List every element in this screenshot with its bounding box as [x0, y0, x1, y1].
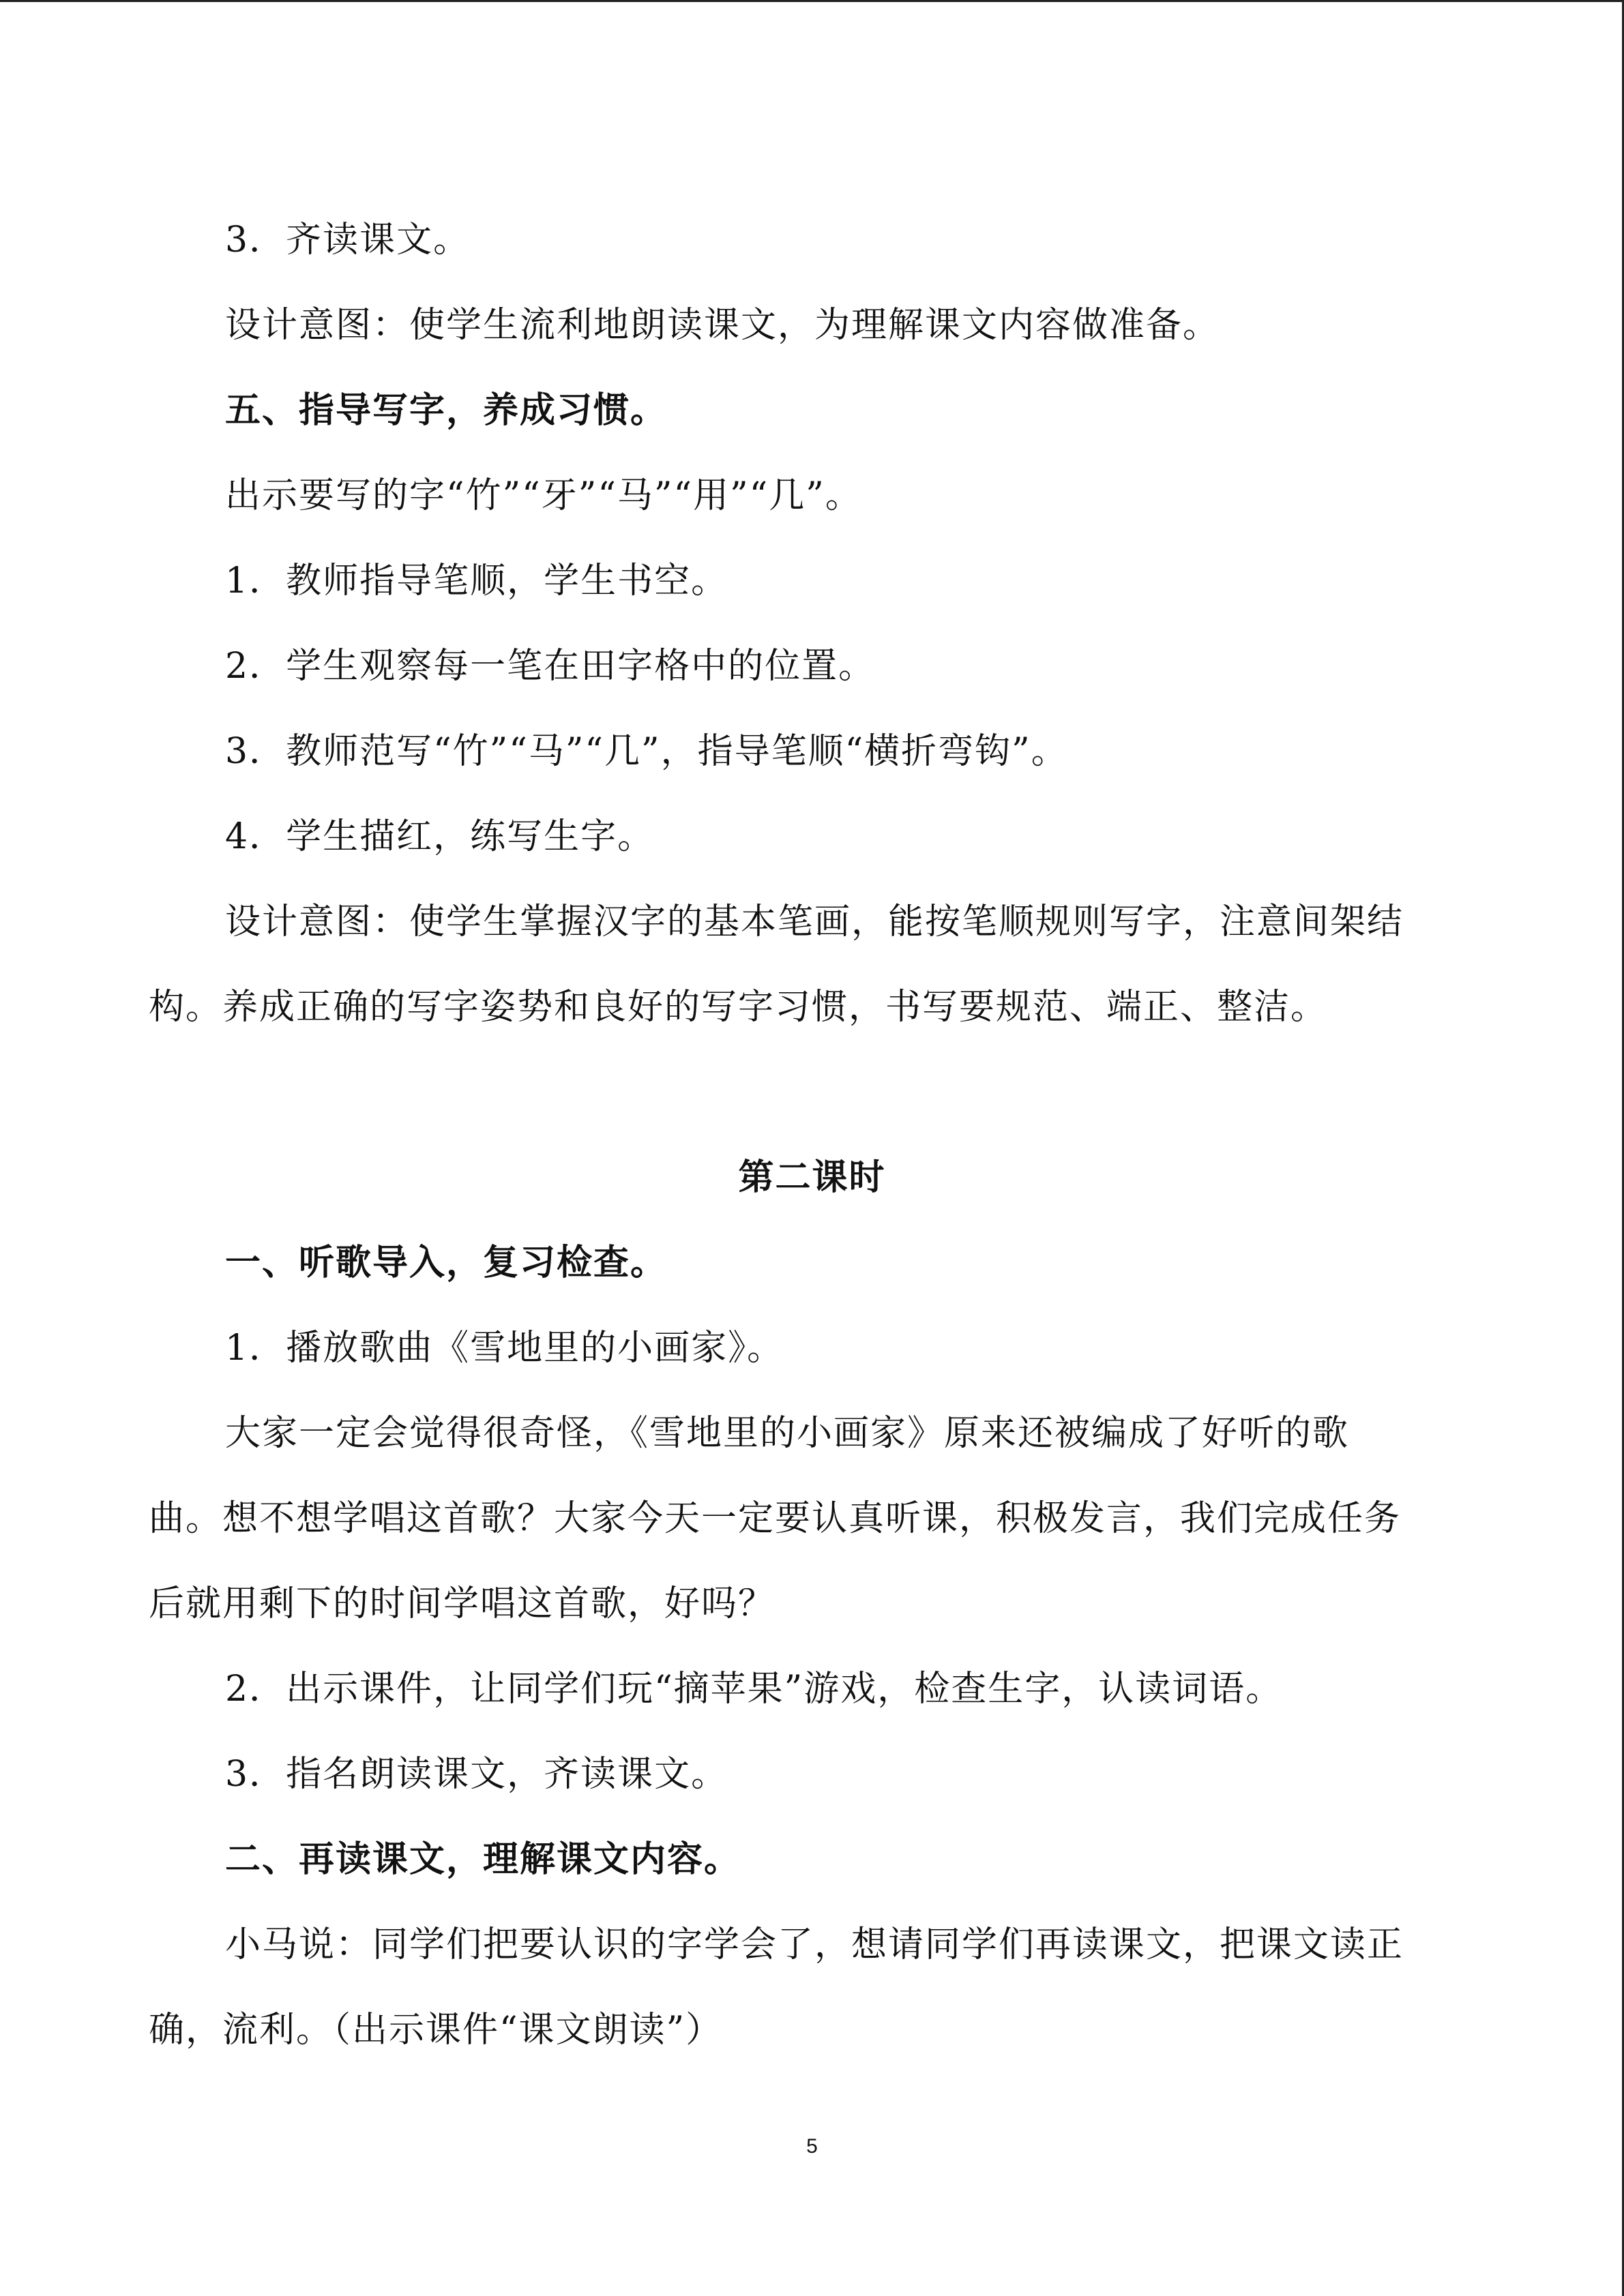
paragraph-show-characters: 出示要写的字“竹”“牙”“马”“用”“几”。 — [225, 475, 862, 516]
paragraph-pony-line-1: 小马说：同学们把要认识的字学会了，想请同学们再读课文，把课文读正 — [225, 1924, 1404, 1965]
heading-section-1: 一、听歌导入，复习检查。 — [225, 1242, 668, 1283]
paragraph-step-3-demo: 3．教师范写“竹”“马”“几”，指导笔顺“横折弯钩”。 — [225, 731, 1068, 772]
heading-section-2: 二、再读课文，理解课文内容。 — [225, 1839, 741, 1880]
paragraph-design-intent-2-line-2: 构。养成正确的写字姿势和良好的写字习惯，书写要规范、端正、整洁。 — [149, 987, 1328, 1028]
paragraph-step-3-read-aloud: 3．指名朗读课文，齐读课文。 — [225, 1754, 728, 1795]
paragraph-step-3-read: 3．齐读课文。 — [225, 220, 471, 260]
paragraph-step-1-stroke: 1．教师指导笔顺，学生书空。 — [225, 561, 728, 601]
section-title: 第二课时 — [738, 1157, 886, 1198]
paragraph-intro-line-3: 后就用剩下的时间学唱这首歌，好吗？ — [149, 1583, 776, 1624]
paragraph-pony-line-2: 确，流利。（出示课件“课文朗读”） — [149, 2010, 723, 2051]
paragraph-play-song: 1．播放歌曲《雪地里的小画家》。 — [225, 1328, 784, 1369]
paragraph-design-intent-2-line-1: 设计意图：使学生掌握汉字的基本笔画，能按笔顺规则写字，注意间架结 — [225, 901, 1404, 942]
paragraph-step-2-observe: 2．学生观察每一笔在田字格中的位置。 — [225, 646, 876, 687]
paragraph-intro-line-2: 曲。想不想学唱这首歌？大家今天一定要认真听课，积极发言，我们完成任务 — [149, 1498, 1402, 1539]
heading-section-5: 五、指导写字，养成习惯。 — [225, 390, 668, 431]
page-number: 5 — [806, 2135, 818, 2158]
paragraph-design-intent-1: 设计意图：使学生流利地朗读课文，为理解课文内容做准备。 — [225, 305, 1220, 346]
paragraph-intro-line-1: 大家一定会觉得很奇怪，《雪地里的小画家》原来还被编成了好听的歌 — [225, 1413, 1350, 1454]
paragraph-step-4-practice: 4．学生描红，练写生字。 — [225, 816, 655, 857]
paragraph-step-2-game: 2．出示课件，让同学们玩“摘苹果”游戏，检查生字，认读词语。 — [225, 1669, 1283, 1710]
